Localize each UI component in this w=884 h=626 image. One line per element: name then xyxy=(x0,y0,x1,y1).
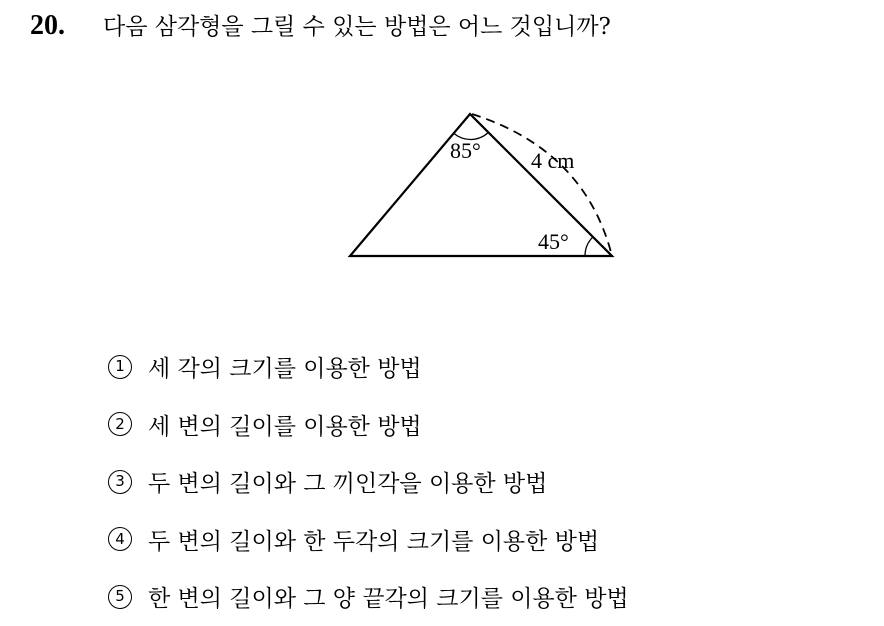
top-angle-label: 85° xyxy=(450,138,481,163)
question-text: 다음 삼각형을 그릴 수 있는 방법은 어느 것입니까? xyxy=(103,14,611,40)
choice-3[interactable] xyxy=(108,453,629,511)
right-angle-arc xyxy=(585,237,593,256)
side-length-label: 4 cm xyxy=(531,148,575,173)
choice-1[interactable] xyxy=(108,338,629,396)
choice-text: 두 변의 길이와 그 끼인각을 이용한 방법 xyxy=(148,471,548,498)
choice-number: 5 xyxy=(108,585,132,609)
choice-number: 2 xyxy=(108,412,132,436)
choice-text: 세 변의 길이를 이용한 방법 xyxy=(148,413,422,440)
choice-number: 1 xyxy=(108,355,132,379)
choice-number: 3 xyxy=(108,470,132,494)
choice-5[interactable] xyxy=(108,568,629,626)
choice-4[interactable] xyxy=(108,511,629,569)
right-angle-label: 45° xyxy=(538,229,569,254)
choice-number: 4 xyxy=(108,527,132,551)
triangle xyxy=(350,114,612,256)
choice-2[interactable] xyxy=(108,396,629,454)
answer-choices xyxy=(108,338,629,626)
choice-text: 한 변의 길이와 그 양 끝각의 크기를 이용한 방법 xyxy=(148,586,629,613)
choice-text: 세 각의 크기를 이용한 방법 xyxy=(148,356,422,383)
choice-text: 두 변의 길이와 한 두각의 크기를 이용한 방법 xyxy=(148,528,600,555)
question-number: 20. xyxy=(30,10,65,41)
